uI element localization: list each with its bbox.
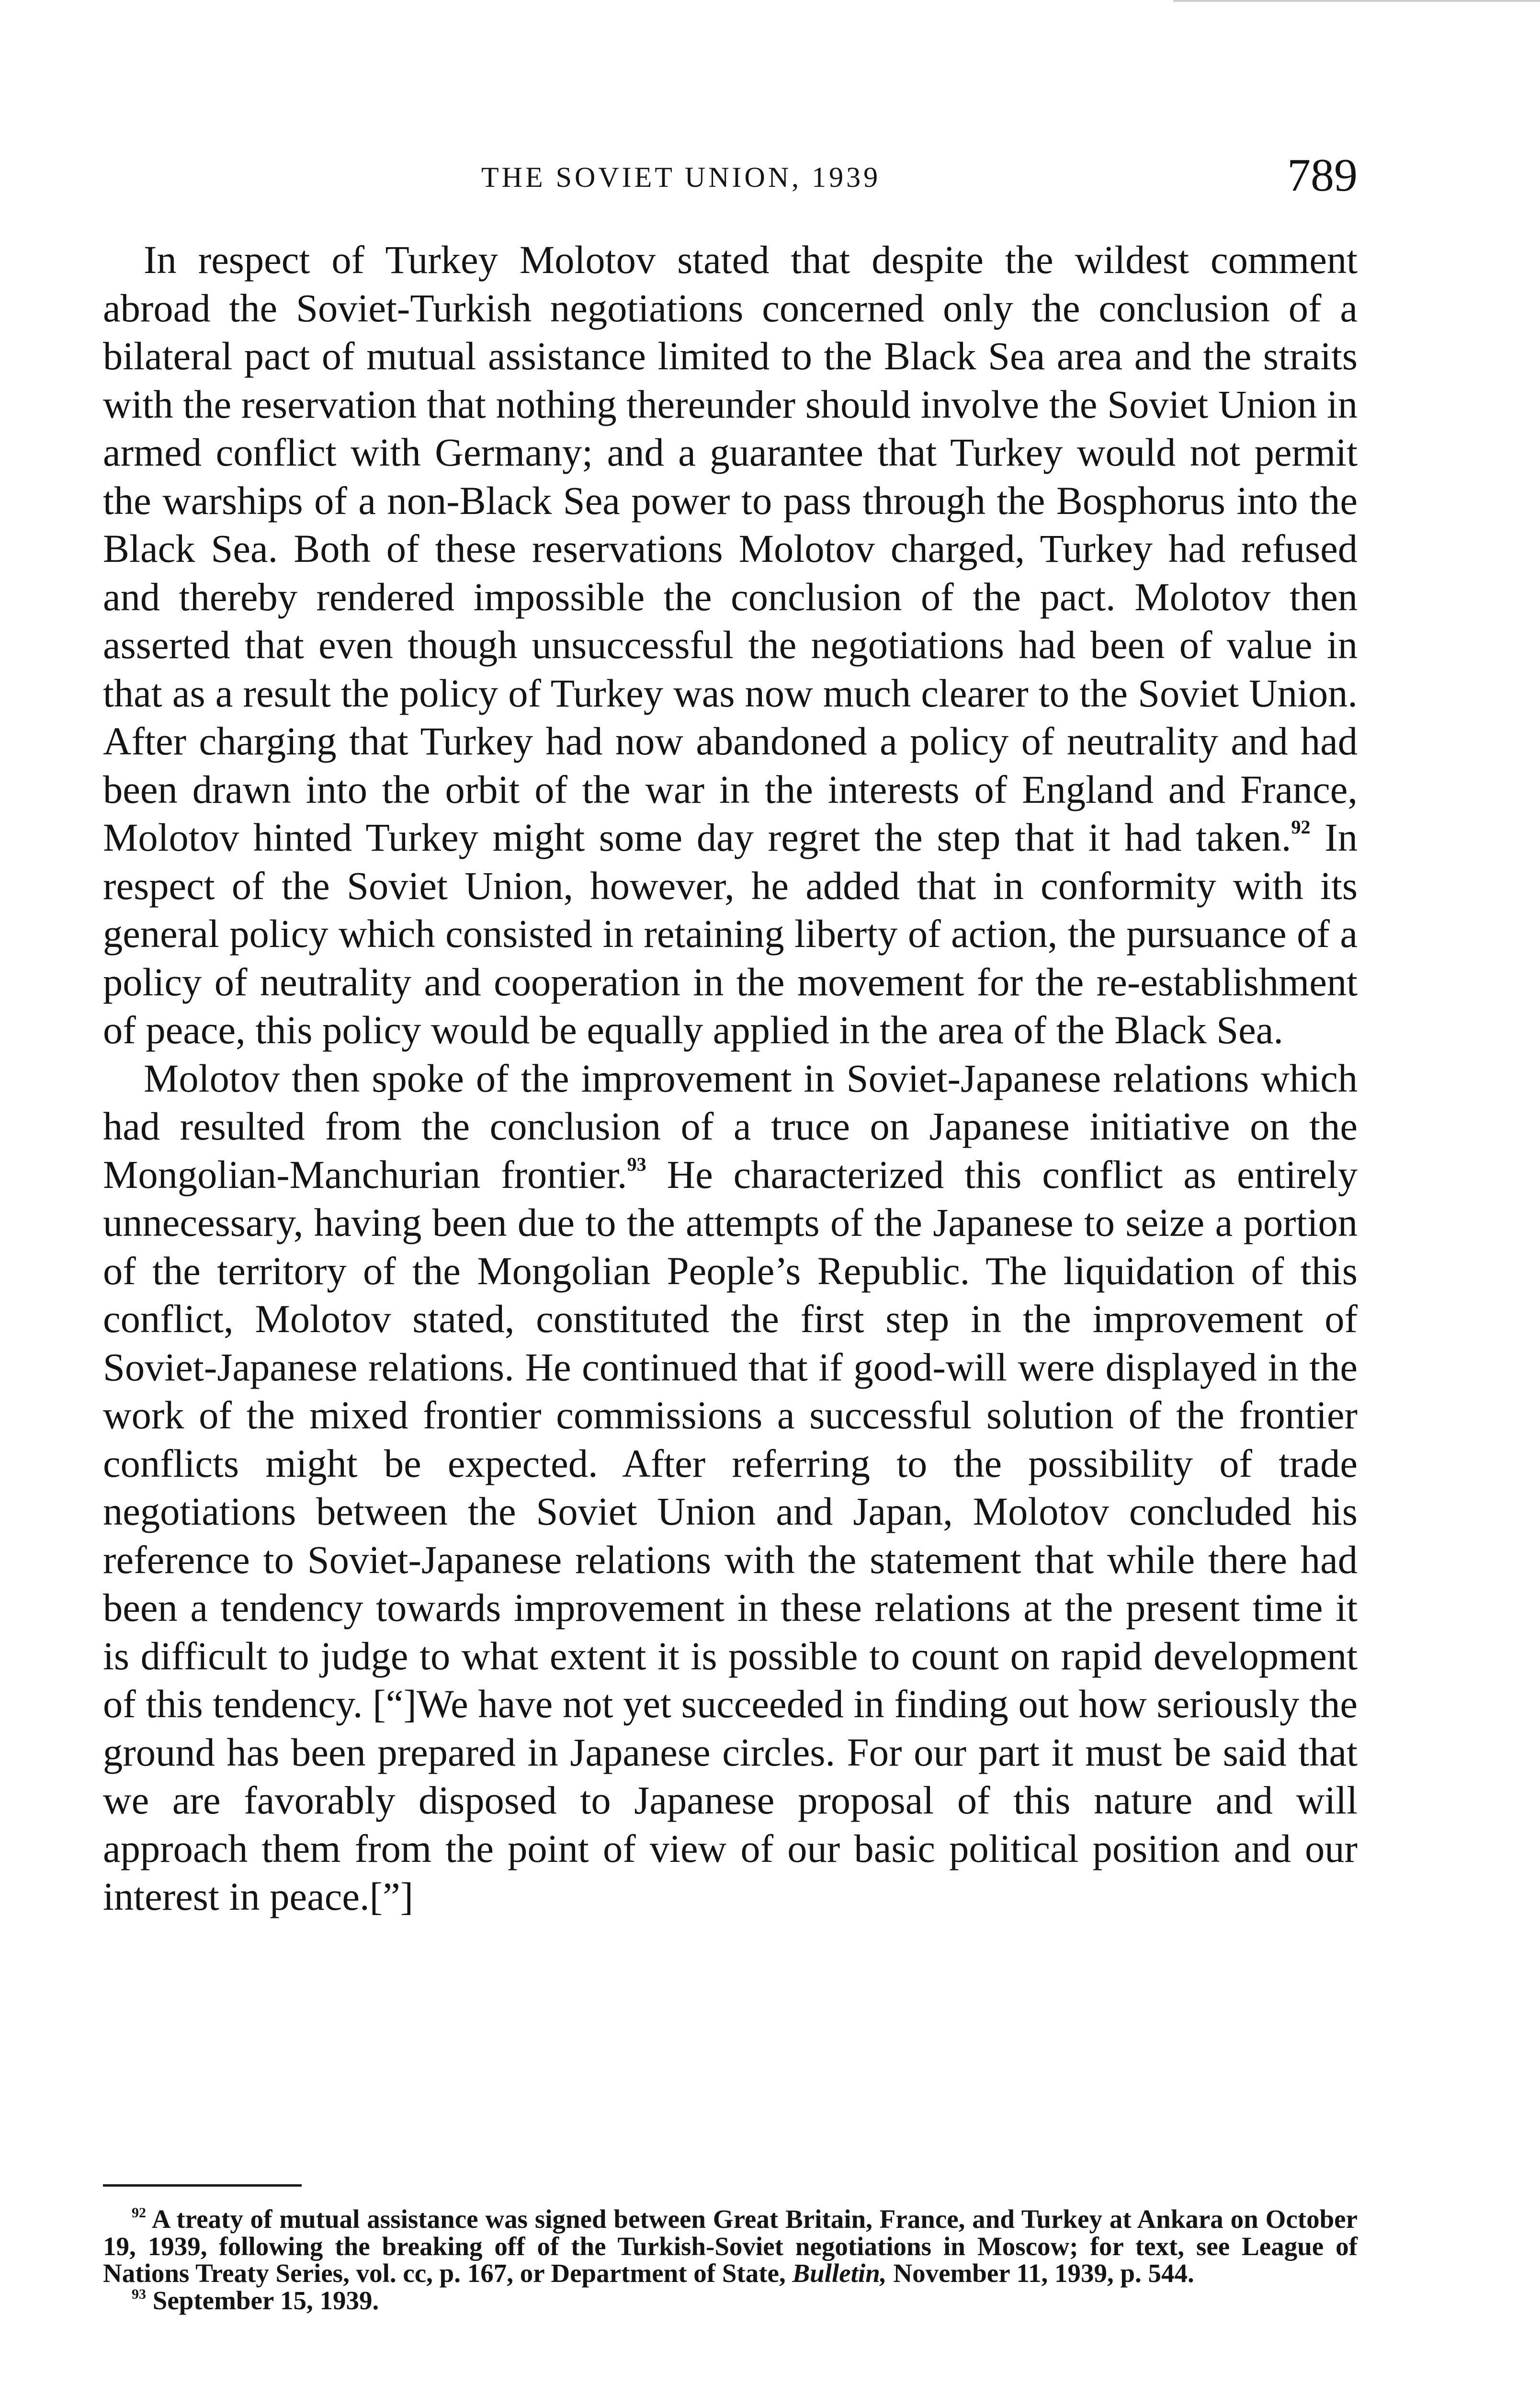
paragraph-turkey: [103, 236, 1358, 1054]
footnote-92: [103, 2206, 1358, 2287]
footnote-reference[interactable]: 93: [627, 1153, 646, 1175]
footnote-number: 92: [132, 2205, 146, 2221]
footnote-divider: [103, 2184, 302, 2187]
running-head: [103, 148, 1358, 201]
paragraph-japan: [103, 1054, 1358, 1921]
footnotes: [103, 2206, 1358, 2314]
running-title: THE SOVIET UNION, 1939: [481, 161, 881, 193]
footnote-italic-title: Bulletin,: [792, 2258, 887, 2288]
footnote-number: 93: [132, 2286, 146, 2302]
paragraph-text: Molotov then spoke of the improvement in Soviet-Japanese relations which had resulted from the conclusion of a truce on Japanese initiative on the Mongolian-Manchurian frontier.: [103, 1056, 1358, 1197]
top-edge-rule: [1173, 0, 1540, 2]
footnote-text: November 11, 1939, p. 544.: [886, 2258, 1194, 2288]
paragraph-text: In respect of Turkey Molotov stated that despite the wildest comment abroad the Soviet-Turkish negotiations concerned only the conclusion of a bilateral pact of mutual assistance limited to the Black Sea area and the straits with the reservation that nothing thereunder should involve the Soviet Union in armed conflict with Germany; and a guarantee that Turkey would not permit the warships of a non-Black Sea power to pass through the Bosphorus into the Black Sea. Both of these reservations Molotov charged, Turkey had refused and thereby rendered impossible the conclusion of the pact. Molotov then asserted that even though unsuccessful the negotiations had been of value in that as a result the policy of Turkey was now much clearer to the Soviet Union. After charging that Turkey had now abandoned a policy of neutrality and had been drawn into the orbit of the war in the interests of England and France, Molotov hinted Turkey might some day regret the step that it had taken.: [103, 238, 1358, 859]
footnote-93: [103, 2287, 1358, 2315]
paragraph-text: In respect of the Soviet Union, however, he added that in conformity with its general policy which consisted in retaining liberty of action, the pursuance of a policy of neutrality and cooperation in the movement for the re-establishment of peace, this policy would be equally applied in the area of the Black Sea.: [103, 815, 1358, 1052]
paragraph-text: He characterized this conflict as entirely unnecessary, having been due to the attempts of the Japanese to seize a portion of the territory of the Mongolian People’s Republic. The liquidation of this conflict, Molotov stated, constituted the first step in the improvement of Soviet-Japanese relations. He continued that if good-will were displayed in the work of the mixed frontier commissions a successful solution of the frontier conflicts might be expected. After referring to the possibility of trade negotiations between the Soviet Union and Japan, Molotov concluded his reference to Soviet-Japanese relations with the statement that while there had been a tendency towards improvement in these relations at the present time it is difficult to judge to what extent it is possible to count on rapid development of this tendency. [“]We have not yet succeeded in finding out how seriously the ground has been prepared in Japanese circles. For our part it must be said that we are favorably disposed to Japanese proposal of this nature and will approach them from the point of view of our basic political position and our interest in peace.[”]: [103, 1152, 1358, 1918]
page-number: 789: [1287, 149, 1358, 201]
footnote-text: A treaty of mutual assistance was signed between Great Britain, France, and Turkey at Ankara on October 19, 1939, following the breaking off of the Turkish-Soviet negotiations in Moscow; for text, see League of Nations Treaty Series, vol. cc, p. 167, or Department of State,: [103, 2204, 1358, 2288]
footnote-text: September 15, 1939.: [146, 2285, 379, 2315]
footnote-reference[interactable]: 92: [1291, 816, 1311, 838]
body-text: [103, 236, 1358, 1921]
